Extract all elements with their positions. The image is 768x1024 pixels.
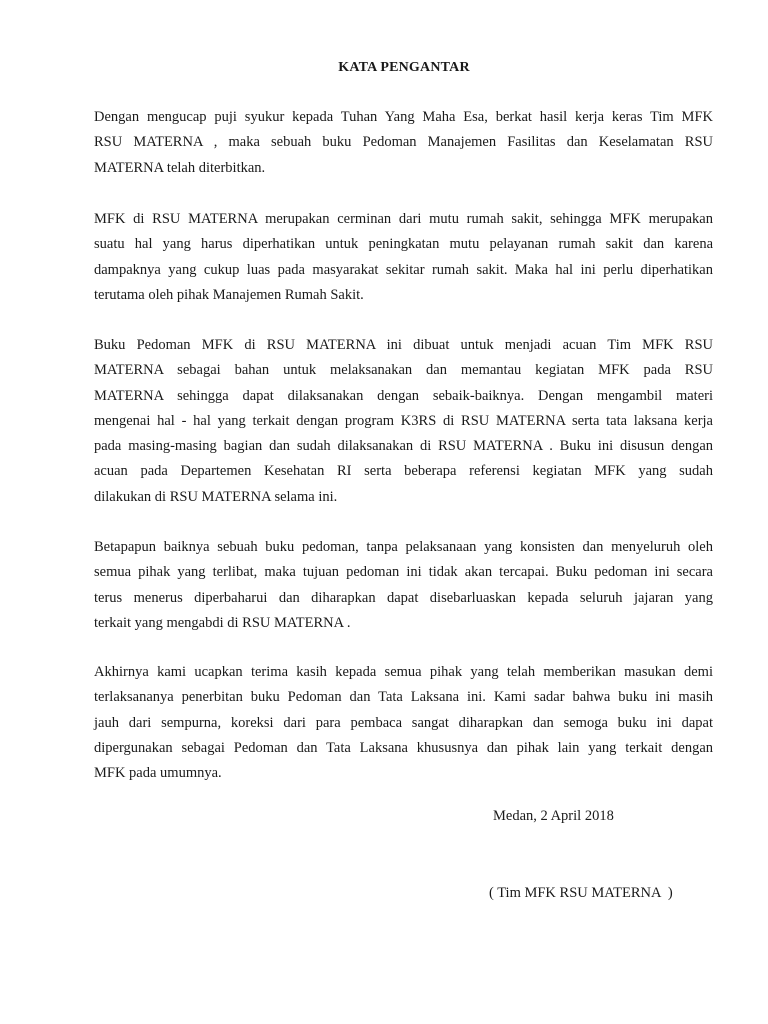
paragraph-mfk-description bbox=[94, 207, 713, 308]
paragraph-line: terus menerus diperbaharui dan diharapkan dapat disebarluaskan kepada seluruh jajaran yang bbox=[94, 589, 713, 606]
paragraph-line: Buku Pedoman MFK di RSU MATERNA ini dibuat untuk menjadi acuan Tim MFK RSU bbox=[94, 337, 713, 353]
paragraph-line: MFK di RSU MATERNA merupakan cerminan dari mutu rumah sakit, sehingga MFK merupakan bbox=[94, 211, 713, 227]
paragraph-line: terutama oleh pihak Manajemen Rumah Sakit. bbox=[94, 286, 364, 303]
paragraph-line: MATERNA sebagai bahan untuk melaksanakan dan memantau kegiatan MFK pada RSU bbox=[94, 362, 713, 379]
paragraph-line: terkait yang mengabdi di RSU MATERNA . bbox=[94, 614, 351, 631]
paragraph-implementation bbox=[94, 535, 713, 636]
paragraph-line: dampaknya yang cukup luas pada masyarakat sekitar rumah sakit. Maka hal ini perlu diperhatikan bbox=[94, 261, 713, 278]
signature-block: ( Tim MFK RSU MATERNA ) bbox=[489, 885, 673, 901]
place-date: Medan, 2 April 2018 bbox=[493, 808, 614, 824]
paragraph-line: mengenai hal - hal yang terkait dengan program K3RS di RSU MATERNA serta tata laksana kerja bbox=[94, 412, 713, 429]
paragraph-line: acuan pada Departemen Kesehatan RI serta beberapa referensi kegiatan MFK yang sudah bbox=[94, 463, 713, 480]
paragraph-line: Akhirnya kami ucapkan terima kasih kepada semua pihak yang telah memberikan masukan demi bbox=[94, 664, 713, 680]
paragraph-line: jauh dari sempurna, koreksi dari para pembaca sangat diharapkan dan semoga buku ini dapat bbox=[94, 714, 713, 731]
paragraph-line: dilakukan di RSU MATERNA selama ini. bbox=[94, 488, 338, 505]
paragraph-line: terlaksananya penerbitan buku Pedoman dan Tata Laksana ini. Kami sadar bahwa buku ini masih bbox=[94, 689, 713, 706]
paragraph-line: MFK pada umumnya. bbox=[94, 765, 222, 782]
paragraph-line: MATERNA telah diterbitkan. bbox=[94, 159, 266, 176]
paragraph-line: semua pihak yang terlibat, maka tujuan pedoman ini tidak akan tercapai. Buku pedoman ini secara bbox=[94, 564, 713, 581]
paragraph-book-purpose bbox=[94, 333, 713, 510]
paragraph-opening bbox=[94, 105, 713, 181]
paragraph-line: MATERNA sehingga dapat dilaksanakan dengan sebaik-baiknya. Dengan mengambil materi bbox=[94, 387, 713, 404]
paragraph-line: suatu hal yang harus diperhatikan untuk peningkatan mutu pelayanan rumah sakit dan karena bbox=[94, 236, 713, 253]
paragraph-closing bbox=[94, 660, 713, 786]
paragraph-line: Betapapun baiknya sebuah buku pedoman, tanpa pelaksanaan yang konsisten dan menyeluruh oleh bbox=[94, 539, 713, 555]
paragraph-line: dipergunakan sebagai Pedoman dan Tata Laksana khususnya dan pihak lain yang terkait dengan bbox=[94, 739, 713, 756]
paragraph-line: RSU MATERNA , maka sebuah buku Pedoman Manajemen Fasilitas dan Keselamatan RSU bbox=[94, 134, 713, 151]
paragraph-line: pada masing-masing bagian dan sudah dilaksanakan di RSU MATERNA . Buku ini disusun dengan bbox=[94, 438, 713, 455]
paragraph-line: Dengan mengucap puji syukur kepada Tuhan Yang Maha Esa, berkat hasil kerja keras Tim MFK bbox=[94, 109, 713, 125]
page-title: KATA PENGANTAR bbox=[338, 60, 470, 75]
